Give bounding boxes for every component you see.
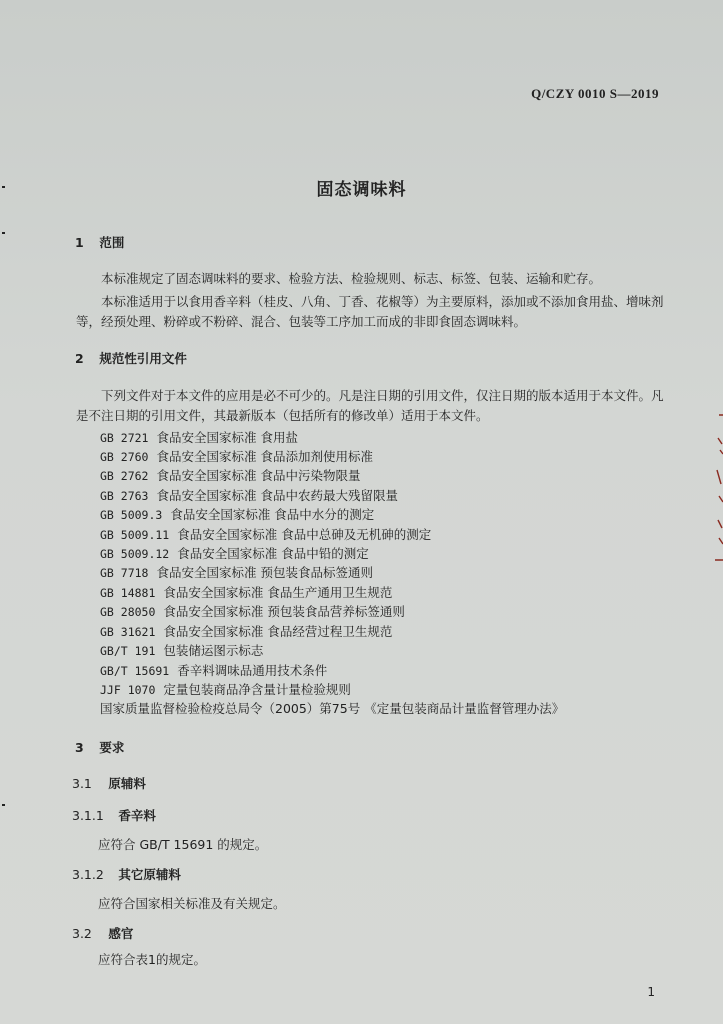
section-title: 感官 — [108, 926, 134, 941]
scan-mark — [2, 804, 5, 806]
reference-code: GB 7718 — [100, 566, 149, 580]
reference-title: 食品安全国家标准 食品生产通用卫生规范 — [163, 585, 393, 600]
reference-item — [100, 661, 327, 679]
reference-code: JJF 1070 — [100, 683, 156, 697]
reference-item — [100, 428, 298, 446]
reference-item — [100, 680, 351, 698]
section-number: 3.2 — [72, 926, 92, 941]
section-1-paragraph-1: 本标准规定了固态调味料的要求、检验方法、检验规则、标志、标签、包装、运输和贮存。 — [101, 271, 602, 286]
section-3-2-heading — [72, 924, 133, 942]
reference-code: GB 5009.11 — [100, 528, 170, 542]
section-number: 1 — [75, 235, 84, 250]
reference-title: 国家质量监督检验检疫总局令（2005）第75号 《定量包装商品计量监督管理办法》 — [100, 701, 565, 716]
reference-title: 包装储运图示标志 — [163, 643, 264, 658]
reference-item — [100, 505, 374, 523]
section-3-1-1-heading — [72, 806, 156, 824]
section-number: 3.1 — [72, 776, 92, 791]
reference-code: GB 31621 — [100, 625, 156, 639]
reference-title: 食品安全国家标准 食品中铅的测定 — [177, 546, 369, 561]
section-number: 3.1.2 — [72, 867, 104, 882]
section-title: 其它原辅料 — [118, 867, 181, 882]
section-3-1-2-heading — [72, 865, 181, 883]
reference-code: GB 5009.3 — [100, 508, 163, 522]
reference-title: 食品安全国家标准 预包装食品标签通则 — [156, 565, 373, 580]
reference-item — [100, 466, 360, 484]
section-title: 香辛料 — [118, 808, 156, 823]
reference-item — [100, 447, 373, 465]
reference-title: 食品安全国家标准 食品中污染物限量 — [156, 468, 361, 483]
section-title: 范围 — [99, 235, 125, 250]
section-3-heading — [75, 738, 124, 756]
section-1-paragraph-2: 本标准适用于以食用香辛料（桂皮、八角、丁香、花椒等）为主要原料，添加或不添加食用盐、增味剂等，经预处理、粉碎或不粉碎、混合、包装等工序加工而成的非即食固态调味料。 — [76, 294, 664, 329]
section-title: 规范性引用文件 — [99, 351, 187, 366]
reference-title: 食品安全国家标准 食品中农药最大残留限量 — [156, 488, 398, 503]
reference-title: 定量包装商品净含量计量检验规则 — [163, 682, 351, 697]
reference-item — [100, 563, 373, 581]
reference-item — [100, 622, 392, 640]
bleed-through-mark — [709, 410, 723, 570]
reference-title: 香辛料调味品通用技术条件 — [177, 663, 328, 678]
page-number: 1 — [647, 985, 655, 999]
section-3-2-text: 应符合表1的规定。 — [98, 952, 206, 967]
section-number: 3.1.1 — [72, 808, 104, 823]
section-2-intro: 下列文件对于本文件的应用是必不可少的。凡是注日期的引用文件，仅注日期的版本适用于本文件。凡是不注日期的引用文件，其最新版本（包括所有的修改单）适用于本文件。 — [76, 388, 664, 423]
reference-code: GB 5009.12 — [100, 547, 170, 561]
section-title: 要求 — [99, 740, 125, 755]
reference-title: 食品安全国家标准 食品经营过程卫生规范 — [163, 624, 393, 639]
section-1-heading — [75, 233, 124, 251]
reference-code: GB 2763 — [100, 489, 149, 503]
document-title: 固态调味料 — [316, 180, 407, 200]
reference-code: GB 2721 — [100, 431, 149, 445]
section-3-1-1-text: 应符合 GB/T 15691 的规定。 — [98, 837, 268, 852]
section-2-heading — [75, 349, 187, 367]
reference-title: 食品安全国家标准 食品添加剂使用标准 — [156, 449, 373, 464]
reference-title: 食品安全国家标准 食品中总砷及无机砷的测定 — [177, 527, 432, 542]
reference-item — [100, 525, 431, 543]
reference-item — [100, 486, 398, 504]
scan-mark — [2, 186, 5, 188]
section-number: 3 — [75, 740, 84, 755]
reference-item — [100, 699, 564, 717]
reference-code: GB 28050 — [100, 605, 156, 619]
reference-title: 食品安全国家标准 预包装食品营养标签通则 — [163, 604, 405, 619]
section-title: 原辅料 — [108, 776, 146, 791]
reference-title: 食品安全国家标准 食品中水分的测定 — [170, 507, 375, 522]
reference-item — [100, 544, 369, 562]
reference-code: GB/T 15691 — [100, 664, 170, 678]
reference-item — [100, 641, 263, 659]
reference-code: GB/T 191 — [100, 644, 156, 658]
reference-item — [100, 583, 392, 601]
section-3-1-heading — [72, 774, 146, 792]
document-code: Q/CZY 0010 S—2019 — [531, 86, 659, 101]
reference-item — [100, 602, 405, 620]
reference-code: GB 14881 — [100, 586, 156, 600]
reference-code: GB 2760 — [100, 450, 149, 464]
scan-mark — [2, 232, 5, 234]
section-3-1-2-text: 应符合国家相关标准及有关规定。 — [98, 896, 286, 911]
reference-title: 食品安全国家标准 食用盐 — [156, 430, 298, 445]
section-number: 2 — [75, 351, 84, 366]
reference-code: GB 2762 — [100, 469, 149, 483]
